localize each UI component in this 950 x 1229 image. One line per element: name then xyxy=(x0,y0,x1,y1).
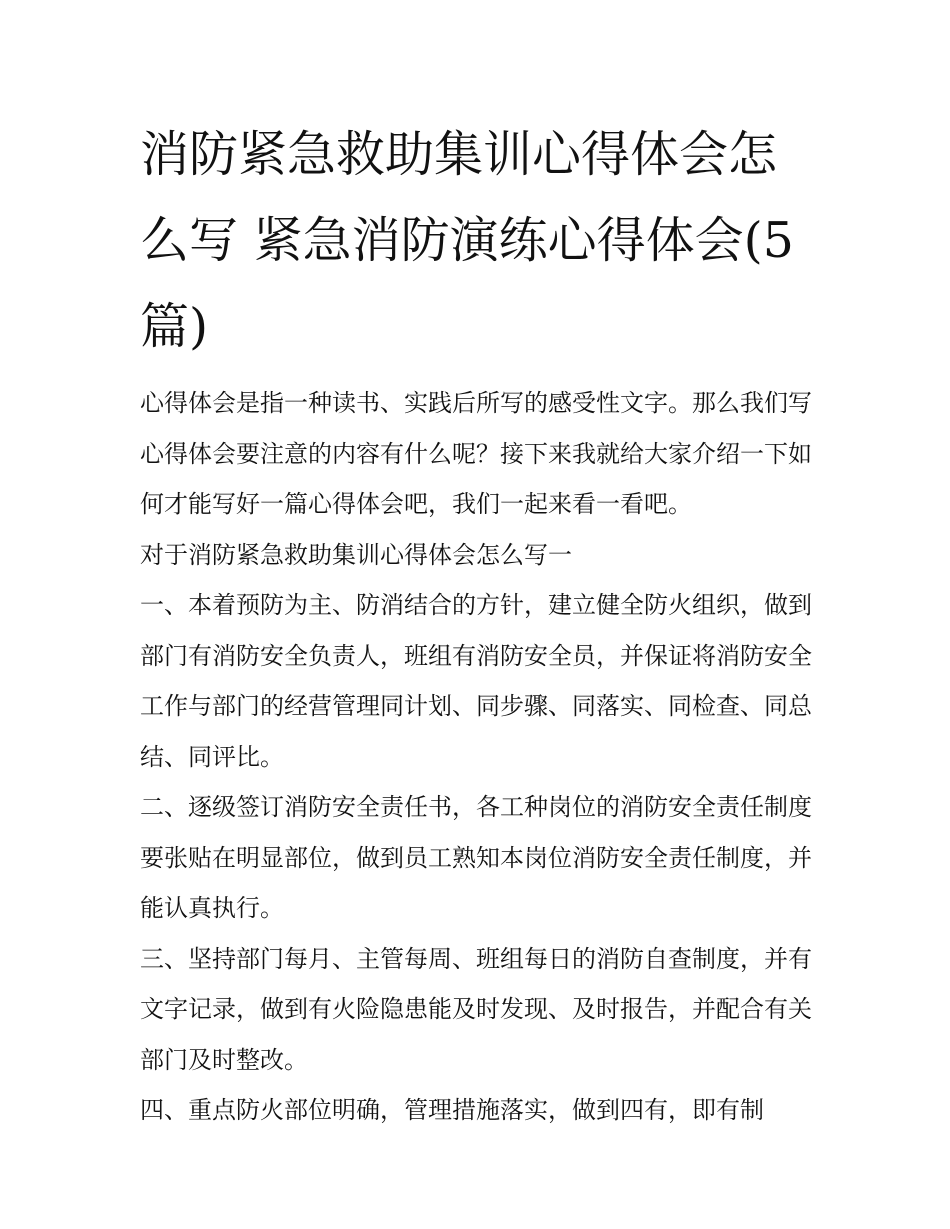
intro-paragraph: 心得体会是指一种读书、实践后所写的感受性文字。那么我们写心得体会要注意的内容有什么呢？接下来我就给大家介绍一下如何才能写好一篇心得体会吧，我们一起来看一看吧。 xyxy=(140,389,812,518)
paragraph-item-3: 三、坚持部门每月、主管每周、班组每日的消防自查制度，并有文字记录，做到有火险隐患能及时发现、及时报告，并配合有关部门及时整改。 xyxy=(140,944,812,1074)
section-heading: 对于消防紧急救助集训心得体会怎么写一 xyxy=(140,540,572,569)
paragraph-item-4: 四、重点防火部位明确，管理措施落实，做到四有，即有制 xyxy=(140,1096,764,1124)
paragraph-item-2: 二、逐级签订消防安全责任书，各工种岗位的消防安全责任制度要张贴在明显部位，做到员工熟知本岗位消防安全责任制度，并能认真执行。 xyxy=(140,793,812,922)
paragraph-item-1: 一、本着预防为主、防消结合的方针，建立健全防火组织，做到部门有消防安全负责人，班组有消防安全员，并保证将消防安全工作与部门的经营管理同计划、同步骤、同落实、同检查、同总结、同评比。 xyxy=(140,591,812,771)
document-body xyxy=(140,112,815,1136)
document-title: 消防紧急救助集训心得体会怎么写 紧急消防演练心得体会(5篇) xyxy=(140,126,794,355)
